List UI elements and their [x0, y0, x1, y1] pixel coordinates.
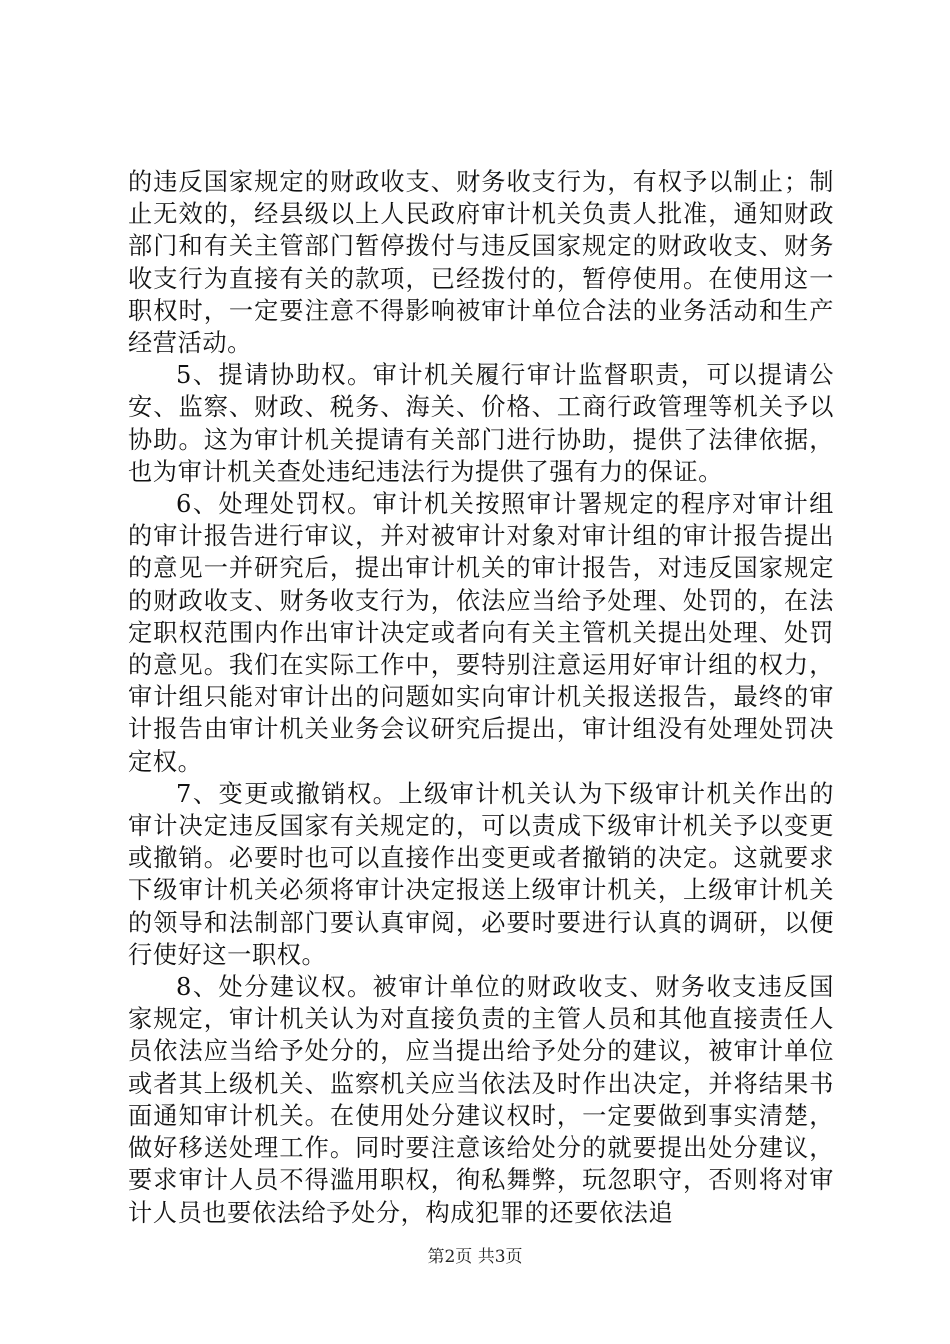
paragraph-continuation: 的违反国家规定的财政收支、财务收支行为，有权予以制止；制止无效的，经县级以上人民政府审计机关负责人批准，通知财政部门和有关主管部门暂停拨付与违反国家规定的财政收支、财务收支行为直接有关的款项，已经拨付的，暂停使用。在使用这一职权时，一定要注意不得影响被审计单位合法的业务活动和生产经营活动。 — [128, 168, 834, 358]
paragraph-item-8: 8、处分建议权。被审计单位的财政收支、财务收支违反国家规定，审计机关认为对直接负责的主管人员和其他直接责任人员依法应当给予处分的，应当提出给予处分的建议，被审计单位或者其上级机关、监察机关应当依法及时作出决定，并将结果书面通知审计机关。在使用处分建议权时，一定要做到事实清楚，做好移送处理工作。同时要注意该给处分的就要提出处分建议，要求审计人员不得滥用职权，徇私舞弊，玩忽职守，否则将对审计人员也要依法给予处分，构成犯罪的还要依法追 — [128, 973, 834, 1227]
document-body — [128, 166, 834, 1229]
paragraph-item-7: 7、变更或撤销权。上级审计机关认为下级审计机关作出的审计决定违反国家有关规定的，可以责成下级审计机关予以变更或撤销。必要时也可以直接作出变更或者撤销的决定。这就要求下级审计机关必须将审计决定报送上级审计机关，上级审计机关的领导和法制部门要认真审阅，必要时要进行认真的调研，以便行使好这一职权。 — [128, 779, 834, 969]
paragraph-item-6: 6、处理处罚权。审计机关按照审计署规定的程序对审计组的审计报告进行审议，并对被审计对象对审计组的审计报告提出的意见一并研究后，提出审计机关的审计报告，对违反国家规定的财政收支、财务收支行为，依法应当给予处理、处罚的，在法定职权范围内作出审计决定或者向有关主管机关提出处理、处罚的意见。我们在实际工作中，要特别注意运用好审计组的权力，审计组只能对审计出的问题如实向审计机关报送报告，最终的审计报告由审计机关业务会议研究后提出，审计组没有处理处罚决定权。 — [128, 490, 834, 776]
page-footer: 第2页 共3页 — [427, 1247, 523, 1267]
paragraph-item-5: 5、提请协助权。审计机关履行审计监督职责，可以提请公安、监察、财政、税务、海关、价格、工商行政管理等机关予以协助。这为审计机关提请有关部门进行协助，提供了法律依据，也为审计机关查处违纪违法行为提供了强有力的保证。 — [128, 361, 834, 486]
